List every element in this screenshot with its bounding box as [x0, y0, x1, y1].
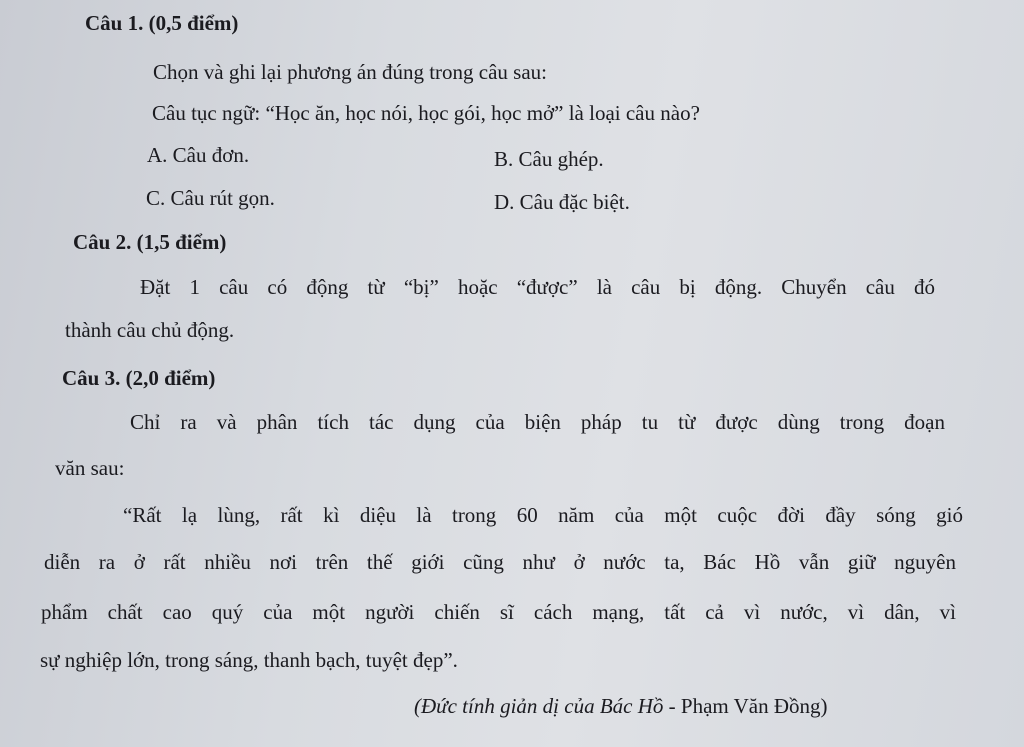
- q3-line-1: Chỉ ra và phân tích tác dụng của biện pháp tu từ được dùng trong đoạn: [130, 410, 945, 434]
- q2-line-1: Đặt 1 câu có động từ “bị” hoặc “được” là câu bị động. Chuyển câu đó: [140, 275, 935, 299]
- source-title: (Đức tính giản dị của Bác Hồ: [414, 694, 664, 718]
- q1-heading: Câu 1. (0,5 điểm): [85, 11, 239, 35]
- q3-heading: Câu 3. (2,0 điểm): [62, 366, 216, 390]
- q1-question: Câu tục ngữ: “Học ăn, học nói, học gói, học mở” là loại câu nào?: [152, 101, 700, 125]
- q1-option-a: A. Câu đơn.: [147, 143, 250, 167]
- q2-heading: Câu 2. (1,5 điểm): [73, 230, 227, 254]
- quote-line-1: “Rất lạ lùng, rất kì diệu là trong 60 năm của một cuộc đời đầy sóng gió: [123, 503, 963, 527]
- q3-line-2: văn sau:: [55, 456, 125, 480]
- q1-option-c: C. Câu rút gọn.: [146, 186, 275, 210]
- quote-source: [414, 694, 828, 719]
- quote-line-3: phẩm chất cao quý của một người chiến sĩ cách mạng, tất cả vì nước, vì dân, vì: [41, 600, 956, 624]
- q1-option-d: D. Câu đặc biệt.: [494, 190, 630, 214]
- q1-instruction: Chọn và ghi lại phương án đúng trong câu sau:: [153, 60, 548, 84]
- quote-line-2: diễn ra ở rất nhiều nơi trên thế giới cũng như ở nước ta, Bác Hồ vẫn giữ nguyên: [44, 550, 956, 574]
- quote-line-4: sự nghiệp lớn, trong sáng, thanh bạch, tuyệt đẹp”.: [40, 648, 458, 672]
- q2-line-2: thành câu chủ động.: [65, 318, 235, 342]
- source-author: - Phạm Văn Đồng): [663, 694, 828, 718]
- q1-option-b: B. Câu ghép.: [494, 147, 604, 171]
